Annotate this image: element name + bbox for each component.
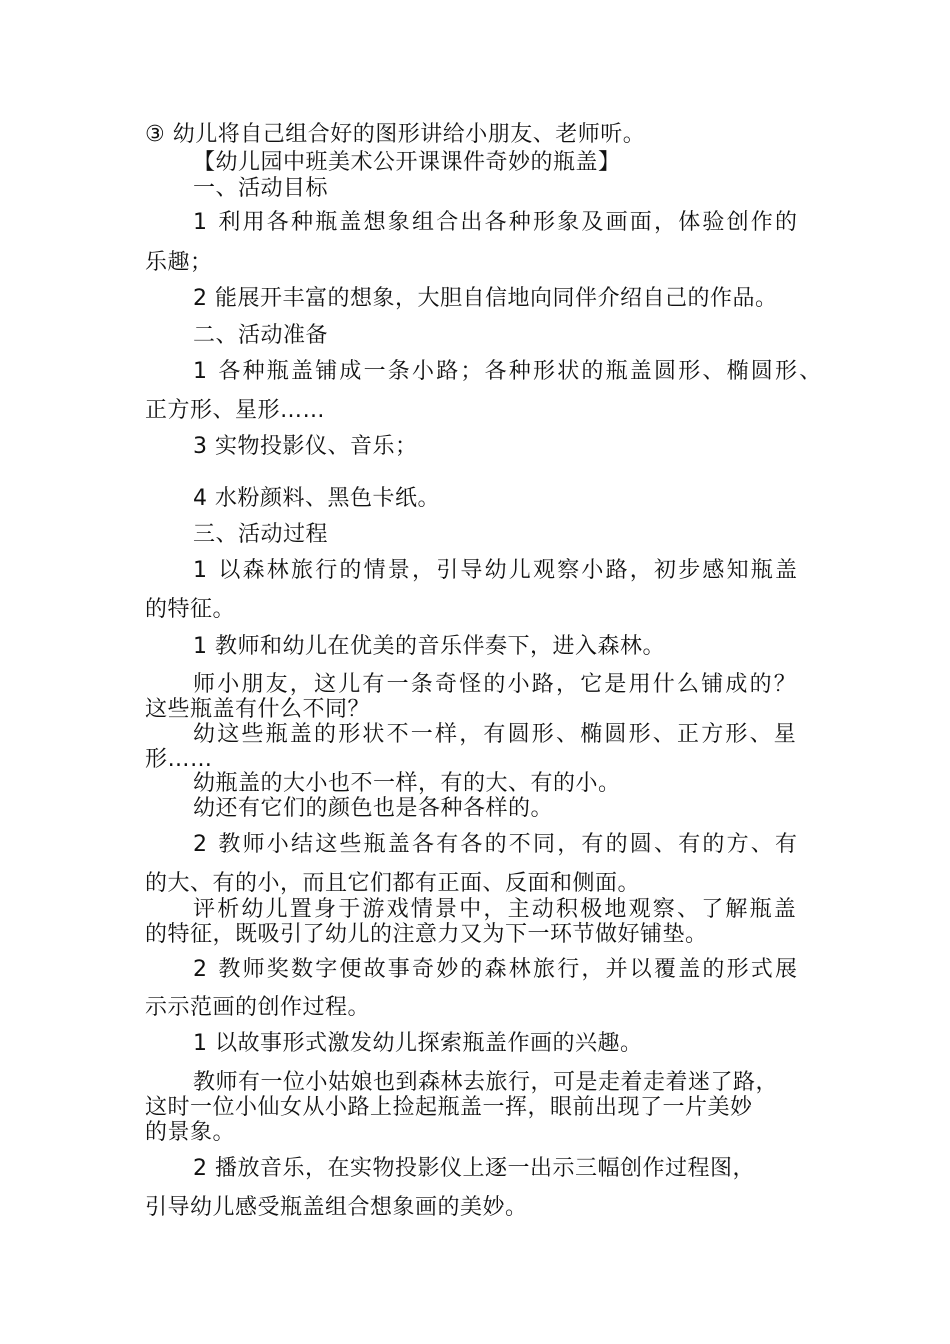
text-line: 师小朋友，这儿有一条奇怪的小路，它是用什么铺成的？: [193, 672, 799, 697]
text-line: 教师有一位小姑娘也到森林去旅行，可是走着走着迷了路，: [193, 1070, 779, 1095]
text-line: 1 利用各种瓶盖想象组合出各种形象及画面，体验创作的: [193, 210, 800, 235]
text-line: 2 能展开丰富的想象，大胆自信地向同伴介绍自己的作品。: [193, 286, 778, 311]
text-line: 的大、有的小，而且它们都有正面、反面和侧面。: [145, 871, 641, 896]
text-line: ③ 幼儿将自己组合好的图形讲给小朋友、老师听。: [145, 122, 646, 147]
text-line: 幼瓶盖的大小也不一样，有的大、有的小。: [193, 771, 621, 796]
text-line: 1 以森林旅行的情景，引导幼儿观察小路，初步感知瓶盖: [193, 558, 800, 583]
text-line: 1 以故事形式激发幼儿探索瓶盖作画的兴趣。: [193, 1031, 643, 1056]
text-line: 的景象。: [145, 1120, 236, 1145]
section-heading: 一、活动目标: [193, 176, 329, 201]
text-line: 4 水粉颜料、黑色卡纸。: [193, 486, 440, 511]
text-line: 2 播放音乐，在实物投影仪上逐一出示三幅创作过程图，: [193, 1156, 755, 1181]
text-line: 正方形、星形……: [145, 398, 326, 423]
text-line: 形……: [145, 747, 213, 772]
text-line: 幼这些瓶盖的形状不一样，有圆形、椭圆形、正方形、星: [193, 722, 799, 747]
text-line: 1 教师和幼儿在优美的音乐伴奏下，进入森林。: [193, 634, 665, 659]
text-line: 这时一位小仙女从小路上捡起瓶盖一挥，眼前出现了一片美妙: [145, 1095, 753, 1120]
text-line: 2 教师奖数字便故事奇妙的森林旅行，并以覆盖的形式展: [193, 957, 800, 982]
text-line: 这些瓶盖有什么不同？: [145, 697, 371, 722]
text-line: 评析幼儿置身于游戏情景中，主动积极地观察、了解瓶盖: [193, 897, 799, 922]
document-title: 【幼儿园中班美术公开课课件奇妙的瓶盖】: [193, 150, 621, 175]
text-line: 的特征，既吸引了幼儿的注意力又为下一环节做好铺垫。: [145, 922, 708, 947]
text-line: 幼还有它们的颜色也是各种各样的。: [193, 796, 554, 821]
text-line: 示示范画的创作过程。: [145, 995, 371, 1020]
text-line: 2 教师小结这些瓶盖各有各的不同，有的圆、有的方、有: [193, 832, 800, 857]
text-line: 引导幼儿感受瓶盖组合想象画的美妙。: [145, 1195, 528, 1220]
text-line: 的特征。: [145, 597, 236, 622]
text-line: 3 实物投影仪、音乐；: [193, 434, 418, 459]
section-heading: 三、活动过程: [193, 522, 329, 547]
section-heading: 二、活动准备: [193, 323, 329, 348]
text-line: 乐趣；: [145, 250, 213, 275]
text-line: 1 各种瓶盖铺成一条小路；各种形状的瓶盖圆形、椭圆形、: [193, 359, 824, 384]
